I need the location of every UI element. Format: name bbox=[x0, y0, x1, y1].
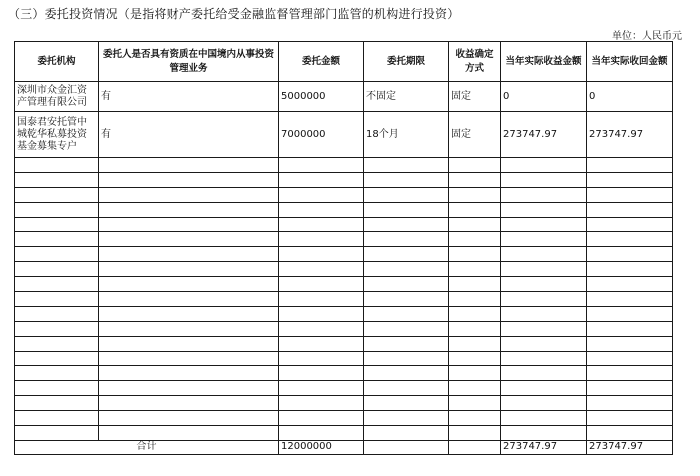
empty-cell bbox=[587, 202, 673, 217]
empty-cell bbox=[449, 426, 501, 441]
section-heading: （三）委托投资情况（是指将财产委托给受金融监督管理部门监管的机构进行投资） bbox=[8, 7, 460, 21]
empty-cell bbox=[279, 277, 364, 292]
empty-cell bbox=[501, 306, 587, 321]
empty-cell bbox=[279, 187, 364, 202]
cell-income: 273747.97 bbox=[501, 112, 587, 158]
empty-cell bbox=[279, 202, 364, 217]
empty-row bbox=[15, 366, 673, 381]
empty-cell bbox=[449, 440, 501, 454]
empty-cell bbox=[501, 426, 587, 441]
empty-cell bbox=[449, 158, 501, 173]
cell-amount: 5000000 bbox=[279, 82, 364, 112]
empty-cell bbox=[279, 351, 364, 366]
empty-cell bbox=[364, 202, 449, 217]
empty-cell bbox=[279, 158, 364, 173]
cell-term: 18个月 bbox=[364, 112, 449, 158]
empty-cell bbox=[587, 247, 673, 262]
cell-method: 固定 bbox=[449, 112, 501, 158]
empty-cell bbox=[449, 217, 501, 232]
empty-cell bbox=[364, 172, 449, 187]
empty-cell bbox=[587, 172, 673, 187]
empty-cell bbox=[279, 292, 364, 307]
cell-qualified: 有 bbox=[99, 112, 279, 158]
empty-cell bbox=[449, 232, 501, 247]
empty-cell bbox=[279, 366, 364, 381]
empty-cell bbox=[279, 426, 364, 441]
empty-cell bbox=[501, 321, 587, 336]
empty-cell bbox=[364, 336, 449, 351]
empty-cell bbox=[15, 396, 99, 411]
empty-cell bbox=[99, 426, 279, 441]
empty-cell bbox=[449, 366, 501, 381]
empty-cell bbox=[99, 202, 279, 217]
empty-cell bbox=[279, 262, 364, 277]
empty-row bbox=[15, 351, 673, 366]
empty-cell bbox=[587, 366, 673, 381]
empty-cell bbox=[501, 351, 587, 366]
empty-cell bbox=[15, 232, 99, 247]
empty-row bbox=[15, 321, 673, 336]
empty-cell bbox=[587, 292, 673, 307]
empty-cell bbox=[501, 381, 587, 396]
col-header-method: 收益确定方式 bbox=[449, 42, 501, 82]
empty-cell bbox=[15, 292, 99, 307]
empty-cell bbox=[364, 440, 449, 454]
empty-cell bbox=[364, 321, 449, 336]
empty-cell bbox=[279, 411, 364, 426]
cell-qualified: 有 bbox=[99, 82, 279, 112]
empty-cell bbox=[449, 306, 501, 321]
empty-cell bbox=[501, 187, 587, 202]
empty-cell bbox=[449, 292, 501, 307]
empty-cell bbox=[99, 381, 279, 396]
empty-cell bbox=[99, 247, 279, 262]
empty-cell bbox=[99, 217, 279, 232]
empty-cell bbox=[501, 396, 587, 411]
empty-cell bbox=[501, 262, 587, 277]
empty-cell bbox=[15, 277, 99, 292]
empty-cell bbox=[587, 232, 673, 247]
empty-cell bbox=[15, 202, 99, 217]
empty-cell bbox=[449, 411, 501, 426]
empty-row bbox=[15, 411, 673, 426]
empty-cell bbox=[15, 366, 99, 381]
empty-cell bbox=[501, 411, 587, 426]
empty-cell bbox=[587, 426, 673, 441]
empty-row bbox=[15, 172, 673, 187]
total-recovered: 273747.97 bbox=[587, 440, 673, 454]
empty-cell bbox=[449, 202, 501, 217]
col-header-amount: 委托金额 bbox=[279, 42, 364, 82]
empty-cell bbox=[364, 306, 449, 321]
empty-cell bbox=[449, 381, 501, 396]
unit-label: 单位：人民币元 bbox=[612, 31, 682, 42]
empty-cell bbox=[501, 217, 587, 232]
empty-row bbox=[15, 426, 673, 441]
empty-cell bbox=[99, 292, 279, 307]
col-header-recovered: 当年实际收回金额 bbox=[587, 42, 673, 82]
empty-row bbox=[15, 232, 673, 247]
empty-cell bbox=[15, 381, 99, 396]
empty-cell bbox=[587, 217, 673, 232]
empty-cell bbox=[587, 277, 673, 292]
empty-cell bbox=[15, 158, 99, 173]
empty-cell bbox=[15, 262, 99, 277]
empty-row bbox=[15, 277, 673, 292]
empty-cell bbox=[99, 306, 279, 321]
empty-cell bbox=[449, 321, 501, 336]
col-header-qualified: 委托人是否具有资质在中国境内从事投资管理业务 bbox=[99, 42, 279, 82]
empty-cell bbox=[501, 336, 587, 351]
cell-term: 不固定 bbox=[364, 82, 449, 112]
empty-cell bbox=[15, 247, 99, 262]
empty-cell bbox=[449, 187, 501, 202]
empty-cell bbox=[364, 232, 449, 247]
empty-cell bbox=[364, 277, 449, 292]
empty-cell bbox=[501, 366, 587, 381]
empty-cell bbox=[279, 321, 364, 336]
empty-cell bbox=[587, 187, 673, 202]
total-income: 273747.97 bbox=[501, 440, 587, 454]
empty-cell bbox=[15, 187, 99, 202]
empty-cell bbox=[364, 381, 449, 396]
empty-cell bbox=[364, 158, 449, 173]
empty-cell bbox=[449, 351, 501, 366]
empty-cell bbox=[587, 381, 673, 396]
empty-cell bbox=[364, 187, 449, 202]
empty-cell bbox=[364, 217, 449, 232]
empty-cell bbox=[587, 336, 673, 351]
cell-institution: 深圳市众金汇资产管理有限公司 bbox=[15, 82, 99, 112]
empty-cell bbox=[279, 217, 364, 232]
empty-cell bbox=[501, 292, 587, 307]
empty-cell bbox=[364, 411, 449, 426]
total-label: 合计 bbox=[15, 440, 279, 454]
empty-cell bbox=[99, 232, 279, 247]
empty-cell bbox=[15, 411, 99, 426]
empty-cell bbox=[364, 292, 449, 307]
empty-cell bbox=[99, 187, 279, 202]
cell-amount: 7000000 bbox=[279, 112, 364, 158]
empty-cell bbox=[279, 232, 364, 247]
empty-cell bbox=[449, 396, 501, 411]
empty-cell bbox=[501, 277, 587, 292]
empty-row bbox=[15, 247, 673, 262]
empty-row bbox=[15, 396, 673, 411]
empty-cell bbox=[15, 351, 99, 366]
cell-recovered: 273747.97 bbox=[587, 112, 673, 158]
empty-cell bbox=[449, 172, 501, 187]
empty-row bbox=[15, 187, 673, 202]
empty-cell bbox=[279, 381, 364, 396]
empty-cell bbox=[279, 306, 364, 321]
empty-cell bbox=[99, 277, 279, 292]
empty-cell bbox=[501, 247, 587, 262]
empty-row bbox=[15, 292, 673, 307]
empty-cell bbox=[99, 336, 279, 351]
empty-cell bbox=[15, 321, 99, 336]
empty-cell bbox=[364, 351, 449, 366]
total-row bbox=[15, 440, 673, 454]
empty-cell bbox=[15, 306, 99, 321]
col-header-term: 委托期限 bbox=[364, 42, 449, 82]
cell-income: 0 bbox=[501, 82, 587, 112]
empty-row bbox=[15, 306, 673, 321]
empty-cell bbox=[501, 202, 587, 217]
empty-cell bbox=[501, 172, 587, 187]
cell-recovered: 0 bbox=[587, 82, 673, 112]
empty-cell bbox=[99, 262, 279, 277]
empty-cell bbox=[99, 351, 279, 366]
entrusted-investment-table bbox=[14, 41, 673, 455]
empty-row bbox=[15, 202, 673, 217]
cell-institution: 国泰君安托管中城乾华私募投资基金募集专户 bbox=[15, 112, 99, 158]
empty-cell bbox=[279, 396, 364, 411]
empty-cell bbox=[587, 321, 673, 336]
empty-cell bbox=[449, 262, 501, 277]
empty-row bbox=[15, 381, 673, 396]
empty-cell bbox=[15, 217, 99, 232]
empty-cell bbox=[449, 336, 501, 351]
empty-cell bbox=[501, 158, 587, 173]
empty-cell bbox=[587, 411, 673, 426]
col-header-income: 当年实际收益金额 bbox=[501, 42, 587, 82]
empty-cell bbox=[15, 426, 99, 441]
empty-cell bbox=[99, 411, 279, 426]
empty-cell bbox=[99, 366, 279, 381]
empty-cell bbox=[587, 306, 673, 321]
empty-cell bbox=[364, 396, 449, 411]
empty-cell bbox=[587, 158, 673, 173]
empty-cell bbox=[449, 247, 501, 262]
empty-cell bbox=[364, 366, 449, 381]
cell-method: 固定 bbox=[449, 82, 501, 112]
empty-cell bbox=[587, 351, 673, 366]
empty-row bbox=[15, 158, 673, 173]
empty-cell bbox=[364, 426, 449, 441]
empty-cell bbox=[99, 172, 279, 187]
table-row bbox=[15, 112, 673, 158]
empty-cell bbox=[449, 277, 501, 292]
empty-cell bbox=[501, 232, 587, 247]
table-row bbox=[15, 82, 673, 112]
total-amount: 12000000 bbox=[279, 440, 364, 454]
empty-cell bbox=[99, 158, 279, 173]
empty-cell bbox=[587, 396, 673, 411]
empty-cell bbox=[587, 262, 673, 277]
empty-row bbox=[15, 262, 673, 277]
empty-cell bbox=[279, 172, 364, 187]
empty-cell bbox=[279, 247, 364, 262]
empty-cell bbox=[99, 321, 279, 336]
empty-row bbox=[15, 336, 673, 351]
table-header-row bbox=[15, 42, 673, 82]
empty-cell bbox=[15, 336, 99, 351]
empty-cell bbox=[364, 247, 449, 262]
empty-cell bbox=[279, 336, 364, 351]
empty-cell bbox=[15, 172, 99, 187]
empty-row bbox=[15, 217, 673, 232]
col-header-institution: 委托机构 bbox=[15, 42, 99, 82]
empty-cell bbox=[364, 262, 449, 277]
empty-cell bbox=[99, 396, 279, 411]
